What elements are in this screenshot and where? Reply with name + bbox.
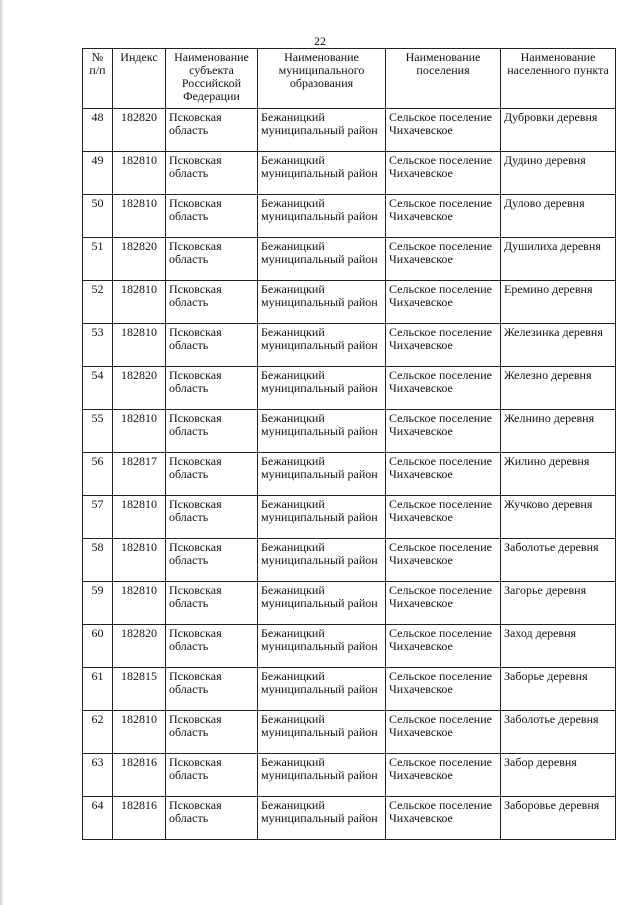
cell-settlement: Сельское поселение Чихачевское [386, 410, 501, 453]
cell-municipality: Бежаницкий муниципальный район [258, 410, 386, 453]
cell-number: 56 [83, 453, 113, 496]
cell-settlement: Сельское поселение Чихачевское [386, 152, 501, 195]
cell-number: 49 [83, 152, 113, 195]
cell-municipality: Бежаницкий муниципальный район [258, 539, 386, 582]
cell-index: 182815 [113, 668, 166, 711]
cell-index: 182820 [113, 367, 166, 410]
cell-settlement: Сельское поселение Чихачевское [386, 281, 501, 324]
table-header-row [83, 49, 616, 109]
cell-municipality: Бежаницкий муниципальный район [258, 496, 386, 539]
cell-settlement: Сельское поселение Чихачевское [386, 195, 501, 238]
cell-number: 52 [83, 281, 113, 324]
cell-number: 59 [83, 582, 113, 625]
settlements-table [82, 48, 616, 840]
cell-subject: Псковская область [166, 195, 258, 238]
cell-municipality: Бежаницкий муниципальный район [258, 668, 386, 711]
cell-number: 51 [83, 238, 113, 281]
cell-locality: Дубровки деревня [501, 109, 616, 152]
cell-index: 182810 [113, 496, 166, 539]
cell-number: 50 [83, 195, 113, 238]
table-row [83, 711, 616, 754]
cell-number: 55 [83, 410, 113, 453]
cell-municipality: Бежаницкий муниципальный район [258, 453, 386, 496]
cell-locality: Железинка деревня [501, 324, 616, 367]
table-body [83, 109, 616, 840]
cell-municipality: Бежаницкий муниципальный район [258, 582, 386, 625]
table-row [83, 539, 616, 582]
cell-index: 182820 [113, 109, 166, 152]
table-row [83, 797, 616, 840]
cell-subject: Псковская область [166, 281, 258, 324]
table-row [83, 238, 616, 281]
cell-settlement: Сельское поселение Чихачевское [386, 324, 501, 367]
cell-index: 182810 [113, 195, 166, 238]
cell-municipality: Бежаницкий муниципальный район [258, 281, 386, 324]
cell-index: 182810 [113, 410, 166, 453]
cell-locality: Заход деревня [501, 625, 616, 668]
cell-subject: Псковская область [166, 539, 258, 582]
table-row [83, 625, 616, 668]
table-row [83, 453, 616, 496]
cell-number: 58 [83, 539, 113, 582]
cell-locality: Жучково деревня [501, 496, 616, 539]
cell-index: 182816 [113, 754, 166, 797]
cell-subject: Псковская область [166, 797, 258, 840]
cell-locality: Душилиха деревня [501, 238, 616, 281]
cell-locality: Жилино деревня [501, 453, 616, 496]
cell-locality: Загорье деревня [501, 582, 616, 625]
cell-number: 64 [83, 797, 113, 840]
cell-municipality: Бежаницкий муниципальный район [258, 367, 386, 410]
table-row [83, 109, 616, 152]
cell-locality: Забор деревня [501, 754, 616, 797]
table-row [83, 367, 616, 410]
cell-municipality: Бежаницкий муниципальный район [258, 152, 386, 195]
cell-index: 182810 [113, 539, 166, 582]
cell-subject: Псковская область [166, 453, 258, 496]
cell-number: 61 [83, 668, 113, 711]
cell-settlement: Сельское поселение Чихачевское [386, 668, 501, 711]
cell-index: 182810 [113, 582, 166, 625]
cell-index: 182816 [113, 797, 166, 840]
cell-subject: Псковская область [166, 324, 258, 367]
cell-index: 182810 [113, 711, 166, 754]
cell-subject: Псковская область [166, 711, 258, 754]
table-row [83, 324, 616, 367]
cell-locality: Заболотье деревня [501, 539, 616, 582]
cell-subject: Псковская область [166, 410, 258, 453]
cell-subject: Псковская область [166, 754, 258, 797]
header-subject: Наименование субъекта Российской Федерации [166, 49, 258, 109]
cell-subject: Псковская область [166, 582, 258, 625]
cell-municipality: Бежаницкий муниципальный район [258, 109, 386, 152]
cell-municipality: Бежаницкий муниципальный район [258, 711, 386, 754]
cell-number: 57 [83, 496, 113, 539]
cell-locality: Еремино деревня [501, 281, 616, 324]
cell-settlement: Сельское поселение Чихачевское [386, 582, 501, 625]
table-row [83, 668, 616, 711]
cell-index: 182817 [113, 453, 166, 496]
cell-locality: Заболотье деревня [501, 711, 616, 754]
cell-subject: Псковская область [166, 109, 258, 152]
cell-settlement: Сельское поселение Чихачевское [386, 797, 501, 840]
table-row [83, 496, 616, 539]
cell-subject: Псковская область [166, 367, 258, 410]
cell-number: 53 [83, 324, 113, 367]
cell-number: 62 [83, 711, 113, 754]
header-settlement: Наименование поселения [386, 49, 501, 109]
cell-settlement: Сельское поселение Чихачевское [386, 711, 501, 754]
table-row [83, 410, 616, 453]
cell-locality: Заборовье деревня [501, 797, 616, 840]
cell-municipality: Бежаницкий муниципальный район [258, 238, 386, 281]
cell-municipality: Бежаницкий муниципальный район [258, 195, 386, 238]
cell-locality: Дулово деревня [501, 195, 616, 238]
scan-edge [0, 0, 4, 905]
table-row [83, 754, 616, 797]
cell-settlement: Сельское поселение Чихачевское [386, 109, 501, 152]
cell-number: 54 [83, 367, 113, 410]
cell-settlement: Сельское поселение Чихачевское [386, 539, 501, 582]
cell-municipality: Бежаницкий муниципальный район [258, 754, 386, 797]
cell-subject: Псковская область [166, 668, 258, 711]
cell-subject: Псковская область [166, 152, 258, 195]
table-row [83, 582, 616, 625]
cell-municipality: Бежаницкий муниципальный район [258, 797, 386, 840]
header-locality: Наименование населенного пункта [501, 49, 616, 109]
cell-number: 48 [83, 109, 113, 152]
cell-locality: Дудино деревня [501, 152, 616, 195]
cell-subject: Псковская область [166, 496, 258, 539]
cell-subject: Псковская область [166, 625, 258, 668]
header-number: № п/п [83, 49, 113, 109]
cell-municipality: Бежаницкий муниципальный район [258, 324, 386, 367]
cell-index: 182810 [113, 281, 166, 324]
cell-settlement: Сельское поселение Чихачевское [386, 238, 501, 281]
table-row [83, 195, 616, 238]
table-row [83, 152, 616, 195]
cell-index: 182820 [113, 625, 166, 668]
cell-locality: Заборье деревня [501, 668, 616, 711]
cell-settlement: Сельское поселение Чихачевское [386, 367, 501, 410]
cell-settlement: Сельское поселение Чихачевское [386, 453, 501, 496]
cell-settlement: Сельское поселение Чихачевское [386, 496, 501, 539]
cell-index: 182810 [113, 324, 166, 367]
header-index: Индекс [113, 49, 166, 109]
cell-locality: Железно деревня [501, 367, 616, 410]
header-municipality: Наименование муниципального образования [258, 49, 386, 109]
page-number: 22 [314, 34, 326, 48]
cell-locality: Желнино деревня [501, 410, 616, 453]
cell-number: 63 [83, 754, 113, 797]
table-row [83, 281, 616, 324]
cell-subject: Псковская область [166, 238, 258, 281]
cell-index: 182820 [113, 238, 166, 281]
cell-number: 60 [83, 625, 113, 668]
cell-settlement: Сельское поселение Чихачевское [386, 754, 501, 797]
cell-index: 182810 [113, 152, 166, 195]
cell-settlement: Сельское поселение Чихачевское [386, 625, 501, 668]
cell-municipality: Бежаницкий муниципальный район [258, 625, 386, 668]
